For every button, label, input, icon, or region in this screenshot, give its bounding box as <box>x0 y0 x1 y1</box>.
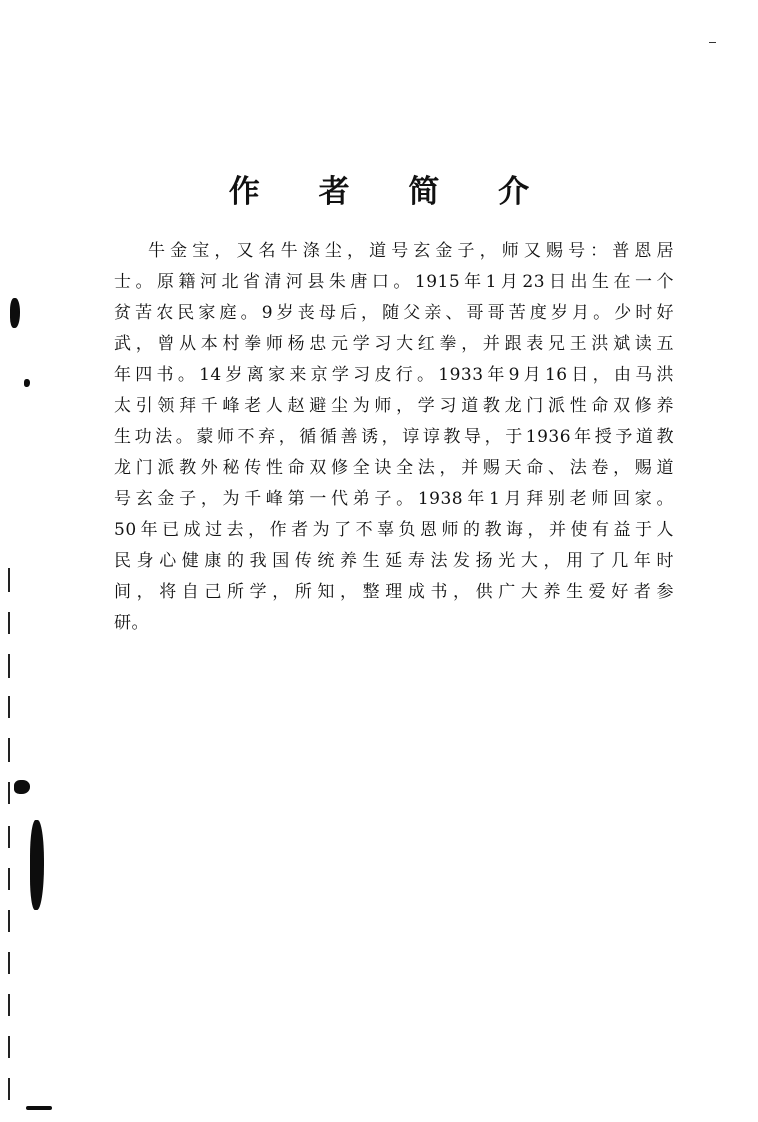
text-line-5: 年四书。14岁离家来京学习皮行。1933年9月16日，由马洪 <box>114 365 674 385</box>
text-line-11: 民身心健康的我国传统养生延寿法发扬光大，用了几年时 <box>114 551 674 571</box>
scan-edge-line <box>8 654 10 678</box>
text-line-12: 间，将自己所学，所知，整理成书，供广大养生爱好者参 <box>114 582 674 602</box>
text-line-10: 50年已成过去，作者为了不辜负恩师的教诲，并使有益于人 <box>114 520 674 540</box>
scan-edge-line <box>8 612 10 634</box>
scan-edge-line <box>8 782 10 804</box>
scan-blot <box>14 780 30 794</box>
biography-paragraph <box>114 236 674 639</box>
text-line-13: 研。 <box>114 613 149 633</box>
scan-edge-line <box>8 826 10 848</box>
text-line-7: 生功法。蒙师不弃，循循善诱，谆谆教导，于1936年授予道教 <box>114 427 674 447</box>
scan-edge-line <box>8 738 10 762</box>
text-line-1: 牛金宝，又名牛涤尘，道号玄金子，师又赐号：普恩居 <box>148 241 674 261</box>
scan-edge-line <box>8 1078 10 1100</box>
scan-edge-line <box>8 910 10 932</box>
text-line-8: 龙门派教外秘传性命双修全诀全法，并赐天命、法卷，赐道 <box>114 458 674 478</box>
scan-edge-line <box>8 952 10 974</box>
scan-edge-line <box>8 868 10 890</box>
page-title: 作 者 简 介 <box>228 174 554 210</box>
scan-blot <box>26 1106 52 1110</box>
scan-edge-line <box>8 696 10 718</box>
text-line-4: 武，曾从本村拳师杨忠元学习大红拳，并跟表兄王洪斌读五 <box>114 334 674 354</box>
text-line-6: 太引领拜千峰老人赵避尘为师，学习道教龙门派性命双修养 <box>114 396 674 416</box>
scan-edge-line <box>8 994 10 1016</box>
text-line-3: 贫苦农民家庭。9岁丧母后，随父亲、哥哥苦度岁月。少时好 <box>114 303 674 323</box>
scan-edge-line <box>8 1036 10 1058</box>
scan-blot <box>24 379 30 387</box>
text-line-9: 号玄金子，为千峰第一代弟子。1938年1月拜别老师回家。 <box>114 489 674 509</box>
scan-blot <box>30 820 44 910</box>
scan-blot <box>10 298 20 328</box>
text-line-2: 士。原籍河北省清河县朱唐口。1915年1月23日出生在一个 <box>114 272 674 292</box>
scan-mark <box>709 42 716 43</box>
scan-edge-line <box>8 568 10 592</box>
